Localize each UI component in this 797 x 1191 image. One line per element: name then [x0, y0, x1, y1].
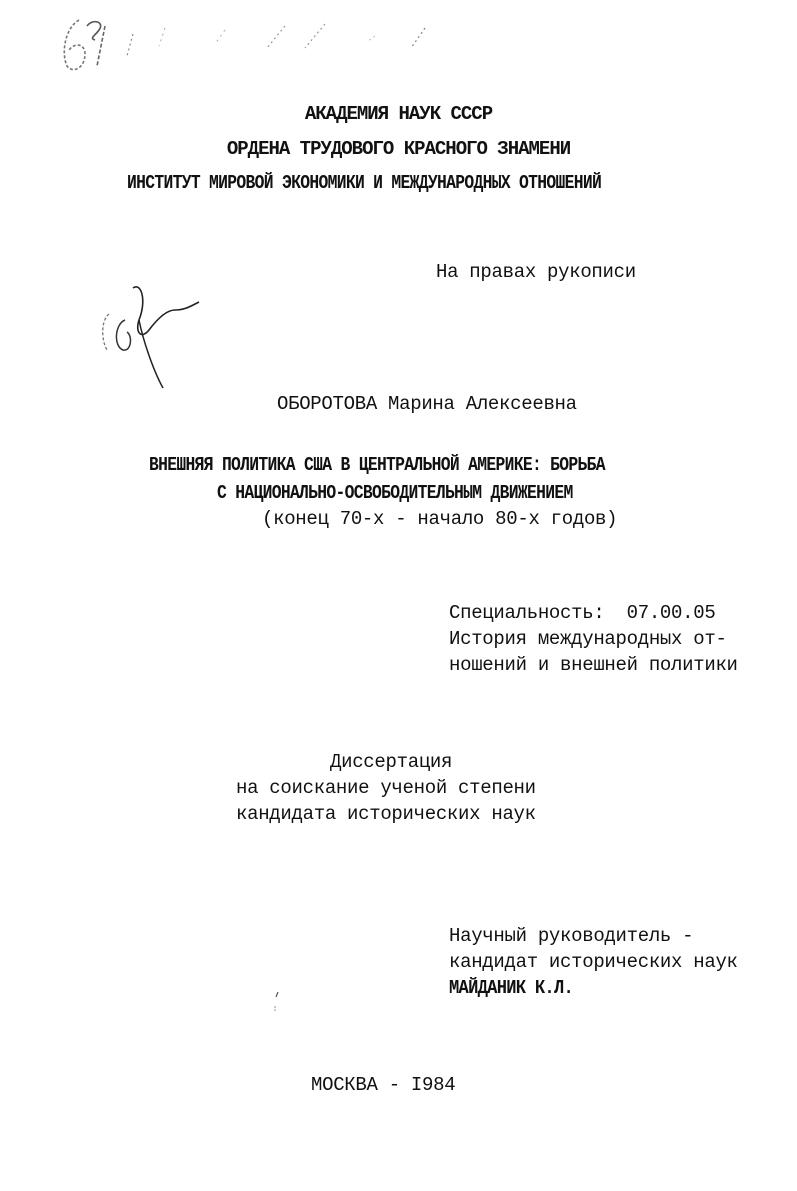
supervisor-name: МАЙДАНИК К.Л.	[449, 977, 574, 999]
author-name: ОБОРОТОВА Марина Алексеевна	[277, 393, 577, 415]
institution-line-3: ИНСТИТУТ МИРОВОЙ ЭКОНОМИКИ И МЕЖДУНАРОДНЫХ ОТНОШЕНИЙ	[127, 172, 602, 194]
signature-icon	[95, 280, 215, 395]
supervisor-label: Научный руководитель -	[449, 925, 694, 947]
dissertation-label: Диссертация	[330, 751, 453, 773]
dissertation-title-line-1: ВНЕШНЯЯ ПОЛИТИКА США В ЦЕНТРАЛЬНОЙ АМЕРИКЕ: БОРЬБА	[149, 454, 605, 476]
place-and-year: МОСКВА - I984	[311, 1074, 456, 1096]
specialty-name-line-2: ношений и внешней политики	[449, 654, 738, 676]
dissertation-title-line-2: С НАЦИОНАЛЬНО-ОСВОБОДИТЕЛЬНЫМ ДВИЖЕНИЕМ	[217, 482, 573, 504]
manuscript-rights-note: На правах рукописи	[436, 261, 636, 283]
handwritten-number-annotation	[55, 8, 435, 78]
degree-purpose-line: на соискание ученой степени	[236, 777, 536, 799]
institution-line-1: АКАДЕМИЯ НАУК СССР	[304, 103, 493, 125]
stray-mark-icon	[272, 990, 282, 1012]
specialty-code: Специальность: 07.00.05	[449, 602, 716, 624]
supervisor-degree: кандидат исторических наук	[449, 951, 738, 973]
institution-line-2: ОРДЕНА ТРУДОВОГО КРАСНОГО ЗНАМЕНИ	[226, 138, 571, 160]
dissertation-title-line-3: (конец 70-х - начало 80-х годов)	[262, 508, 618, 530]
specialty-name-line-1: История международных от-	[449, 628, 727, 650]
degree-name-line: кандидата исторических наук	[236, 803, 536, 825]
